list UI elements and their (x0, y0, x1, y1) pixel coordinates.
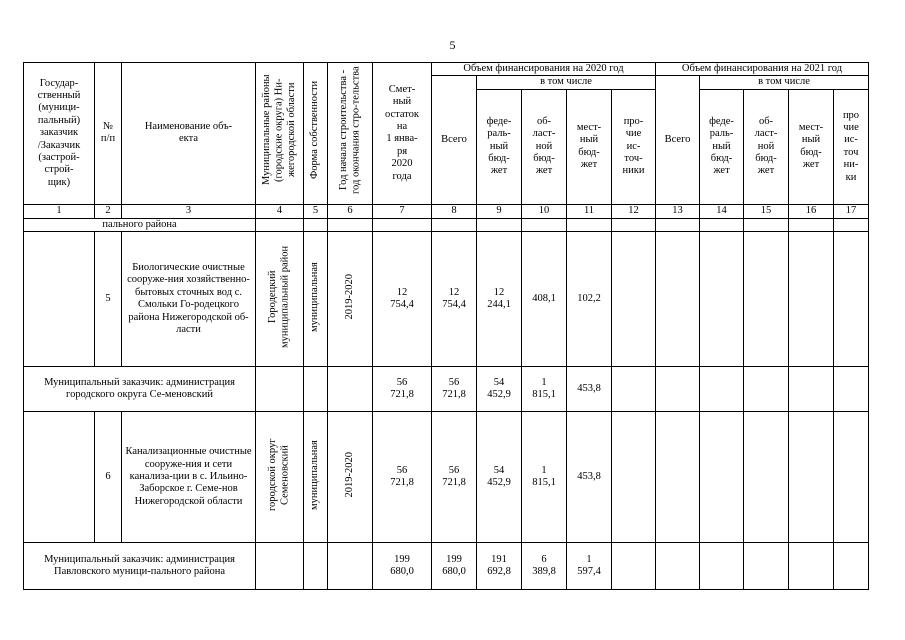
column-number: 4 (256, 204, 304, 218)
local-cell: 453,8 (567, 367, 612, 412)
regional-cell: 408,1 (522, 232, 567, 367)
table-row (24, 218, 869, 231)
column-number-row (24, 204, 869, 218)
column-number: 12 (612, 204, 656, 218)
total-cell: 56 721,8 (432, 412, 477, 543)
header-object-name: Наименование объ- екта (122, 63, 256, 205)
column-number: 9 (477, 204, 522, 218)
column-number: 11 (567, 204, 612, 218)
column-number: 3 (122, 204, 256, 218)
total-cell: 199 680,0 (432, 543, 477, 590)
object-name: Биологические очистные сооруже-ния хозяйственно-бытовых сточных вод с. Смольки Го-родецкого района Нижегородской об-ласти (122, 232, 256, 367)
federal-cell: 54 452,9 (477, 367, 522, 412)
header-fin-2021: Объем финансирования на 2021 год (656, 63, 869, 76)
column-number: 2 (95, 204, 122, 218)
years-cell: 2019-2020 (328, 412, 373, 543)
ownership-cell: муниципальная (304, 232, 328, 367)
row-number: 6 (95, 412, 122, 543)
federal-cell: 54 452,9 (477, 412, 522, 543)
ownership-cell: муниципальная (304, 412, 328, 543)
local-cell: 1 597,4 (567, 543, 612, 590)
column-number: 5 (304, 204, 328, 218)
estimate-cell: 199 680,0 (373, 543, 432, 590)
header-local-2020: мест- ный бюд- жет (567, 89, 612, 204)
total-cell: 56 721,8 (432, 367, 477, 412)
header-total-2021: Всего (656, 76, 700, 204)
page-number: 5 (449, 38, 456, 52)
header-regional-2020: об- ласт- ной бюд- жет (522, 89, 567, 204)
column-number: 8 (432, 204, 477, 218)
header-incl-2020: в том числе (477, 76, 656, 89)
column-number: 6 (328, 204, 373, 218)
local-cell: 453,8 (567, 412, 612, 543)
district-cell: Городецкий муниципальный район (256, 232, 304, 367)
column-number: 13 (656, 204, 700, 218)
regional-cell: 6 389,8 (522, 543, 567, 590)
header-estimate: Смет- ный остаток на 1 янва- ря 2020 года (373, 63, 432, 205)
header-incl-2021: в том числе (700, 76, 869, 89)
table-row (24, 367, 869, 412)
estimate-cell: 12 754,4 (373, 232, 432, 367)
column-number: 16 (789, 204, 834, 218)
header-total-2020: Всего (432, 76, 477, 204)
header-regional-2021: об- ласт- ной бюд- жет (744, 89, 789, 204)
header-federal-2020: федe- раль- ный бюд- жет (477, 89, 522, 204)
header-local-2021: мест- ный бюд- жет (789, 89, 834, 204)
continuation-text: пального района (24, 218, 256, 231)
object-name: Канализационные очистные сооруже-ния и сети канализа-ции в с. Ильино-Заборское г. Семе-нов Нижегородской области (122, 412, 256, 543)
financing-table (23, 62, 869, 590)
row-number: 5 (95, 232, 122, 367)
years-cell: 2019-2020 (328, 232, 373, 367)
column-number: 14 (700, 204, 744, 218)
federal-cell: 191 692,8 (477, 543, 522, 590)
regional-cell: 1 815,1 (522, 412, 567, 543)
regional-cell: 1 815,1 (522, 367, 567, 412)
estimate-cell: 56 721,8 (373, 412, 432, 543)
total-cell: 12 754,4 (432, 232, 477, 367)
table-row (24, 232, 869, 367)
header-years: Год начала строительства - год окончания стро-тельства (328, 63, 373, 205)
district-cell: городской округ Семеновский (256, 412, 304, 543)
header-ownership: Форма собственности (304, 63, 328, 205)
customer-label: Муниципальный заказчик: администрация городского округа Се-меновский (24, 367, 256, 412)
table-row (24, 412, 869, 543)
header-customer: Государ- ственный (муници- пальный) заказчик /Заказчик (застрой- строй- щик) (24, 63, 95, 205)
column-number: 1 (24, 204, 95, 218)
header-districts: Муниципальные районы (городские округа) Ни-жегородской области (256, 63, 304, 205)
header-other-2021: про чие ис- точ ни- ки (834, 89, 869, 204)
column-number: 7 (373, 204, 432, 218)
local-cell: 102,2 (567, 232, 612, 367)
header-federal-2021: феде- раль- ный бюд- жет (700, 89, 744, 204)
header-other-2020: про- чие ис- точ- ники (612, 89, 656, 204)
column-number: 17 (834, 204, 869, 218)
column-number: 15 (744, 204, 789, 218)
estimate-cell: 56 721,8 (373, 367, 432, 412)
federal-cell: 12 244,1 (477, 232, 522, 367)
customer-label: Муниципальный заказчик: администрация Павловского муници-пального района (24, 543, 256, 590)
column-number: 10 (522, 204, 567, 218)
table-row (24, 543, 869, 590)
header-fin-2020: Объем финансирования на 2020 год (432, 63, 656, 76)
header-number: № п/п (95, 63, 122, 205)
